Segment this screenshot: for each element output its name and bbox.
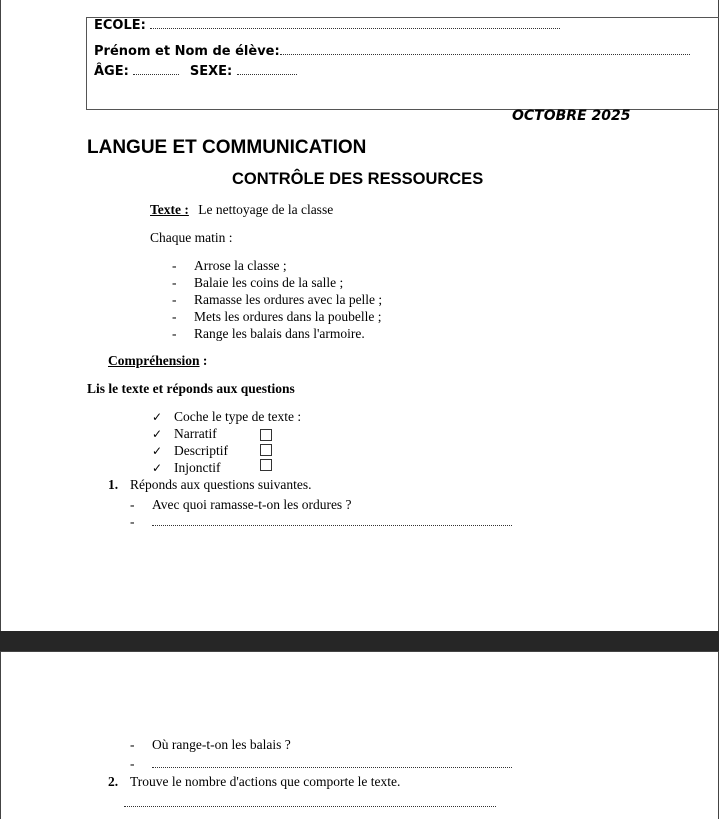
option-narratif: ✓ Narratif — [152, 426, 217, 441]
dash-bullet: - — [130, 514, 135, 529]
text-heading — [150, 202, 333, 218]
page-separator — [0, 631, 719, 651]
comprehension-label: Compréhension — [108, 353, 200, 368]
answer-line-1a[interactable] — [152, 525, 512, 526]
dash-bullet: - — [172, 275, 177, 290]
dash-bullet: - — [172, 326, 177, 341]
ecole-field — [94, 18, 560, 33]
age-label: ÂGE: — [94, 64, 129, 79]
checkbox-descriptif[interactable] — [260, 444, 272, 456]
question-text: Réponds aux questions suivantes. — [130, 477, 312, 492]
text-title: Le nettoyage de la classe — [198, 202, 334, 217]
name-label: Prénom et Nom de élève: — [94, 44, 280, 59]
list-item: - Balaie les coins de la salle ; — [172, 275, 344, 290]
dash-bullet: - — [172, 258, 177, 273]
check-icon: ✓ — [152, 444, 163, 458]
name-blank[interactable] — [280, 44, 690, 55]
subject-title: LANGUE ET COMMUNICATION — [87, 137, 367, 158]
dash-bullet: - — [130, 756, 135, 771]
question-number: 1. — [108, 477, 119, 492]
sexe-label: SEXE: — [189, 64, 233, 79]
list-item: - Mets les ordures dans la poubelle ; — [172, 309, 382, 324]
checkbox-injonctif[interactable] — [260, 459, 272, 471]
dash-bullet: - — [172, 292, 177, 307]
check-icon: ✓ — [152, 461, 163, 475]
checkbox-narratif[interactable] — [260, 429, 272, 441]
check-icon: ✓ — [152, 410, 163, 424]
list-item: - Range les balais dans l'armoire. — [172, 326, 365, 341]
student-info-box — [86, 17, 719, 110]
age-sexe-field — [94, 64, 297, 79]
text-label: Texte : — [150, 202, 189, 217]
option-injonctif: ✓ Injonctif — [152, 460, 221, 475]
question-1b: - Où range-t-on les balais ? — [130, 737, 291, 752]
dash-bullet: - — [172, 309, 177, 324]
exam-date: OCTOBRE 2025 — [512, 108, 631, 124]
name-field — [94, 44, 690, 59]
test-title: CONTRÔLE DES RESSOURCES — [232, 170, 484, 188]
sexe-blank[interactable] — [237, 64, 297, 75]
question-2 — [108, 774, 400, 790]
text-intro: Chaque matin : — [150, 230, 233, 245]
check-prompt: ✓ Coche le type de texte : — [152, 409, 302, 424]
question-number: 2. — [108, 774, 119, 789]
answer-line-1b[interactable] — [152, 767, 512, 768]
comprehension-heading: Compréhension : — [108, 353, 208, 368]
instruction: Lis le texte et réponds aux questions — [87, 381, 295, 396]
list-item: - Ramasse les ordures avec la pelle ; — [172, 292, 383, 307]
document-page-2 — [0, 651, 719, 819]
question-text: Trouve le nombre d'actions que comporte le texte. — [130, 774, 401, 789]
answer-line-2[interactable] — [124, 806, 496, 807]
question-1 — [108, 477, 312, 493]
check-icon: ✓ — [152, 427, 163, 441]
list-item: - Arrose la classe ; — [172, 258, 287, 273]
age-blank[interactable] — [133, 64, 179, 75]
ecole-blank[interactable] — [150, 18, 560, 29]
option-descriptif: ✓ Descriptif — [152, 443, 228, 458]
question-1a: - Avec quoi ramasse-t-on les ordures ? — [130, 497, 352, 512]
dash-bullet: - — [130, 497, 135, 512]
dash-bullet: - — [130, 737, 135, 752]
ecole-label: ECOLE: — [94, 18, 146, 33]
